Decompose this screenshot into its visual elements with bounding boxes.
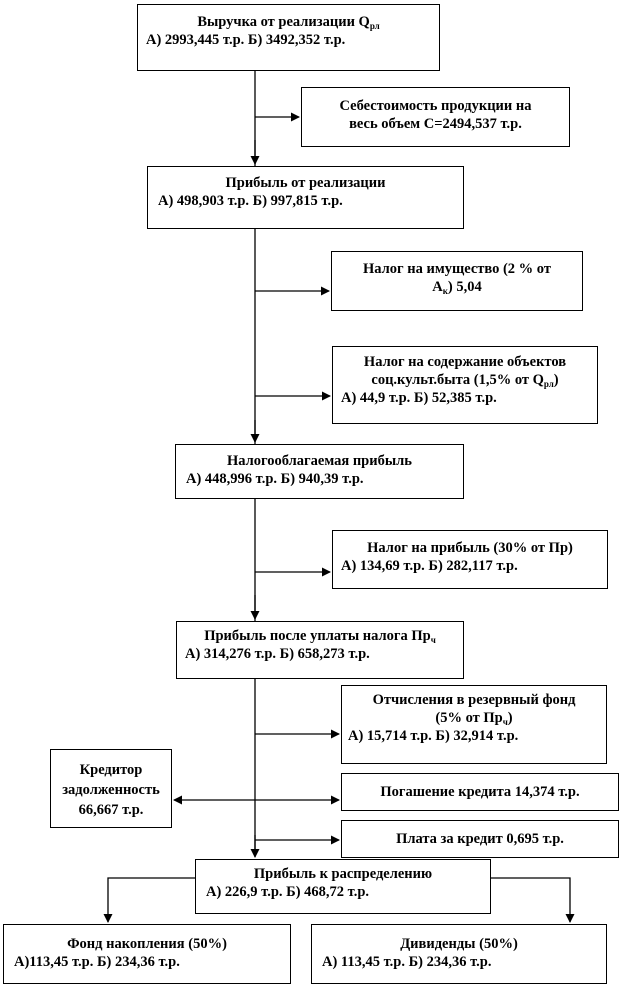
sales-profit-title: Прибыль от реализации (225, 175, 386, 191)
sales-profit-box (147, 166, 464, 229)
reserve-fund-values: А) 15,714 т.р. Б) 32,914 т.р. (348, 728, 519, 744)
reserve-fund-box (341, 685, 607, 764)
dividends-values: А) 113,45 т.р. Б) 234,36 т.р. (322, 954, 492, 970)
social-tax-box (332, 346, 598, 424)
accumulation-fund-title: Фонд накопления (50%) (67, 936, 227, 952)
property-tax-line1: Налог на имущество (2 % от (363, 261, 551, 277)
loan-repayment-box (341, 773, 619, 811)
reserve-fund-line2-sub: ч (502, 717, 508, 727)
revenue-title: Выручка от реализации Q (197, 14, 370, 30)
taxable-profit-title: Налогооблагаемая прибыль (227, 453, 412, 469)
dividends-box (311, 924, 607, 984)
reserve-fund-line1: Отчисления в резервный фонд (372, 692, 576, 708)
creditor-box (50, 749, 172, 828)
accumulation-fund-values: А)113,45 т.р. Б) 234,36 т.р. (14, 954, 180, 970)
social-tax-line2-a: соц.культ.быта (1,5% от Q (371, 372, 544, 388)
after-tax-profit-title-sub: ч (430, 635, 436, 645)
sales-profit-values: А) 498,903 т.р. Б) 997,815 т.р. (158, 193, 343, 209)
revenue-values: А) 2993,445 т.р. Б) 3492,352 т.р. (146, 32, 346, 48)
profit-tax-title: Налог на прибыль (30% от Пр) (367, 540, 573, 556)
split-right-line (491, 878, 570, 922)
distribution-box (195, 859, 491, 914)
property-tax-box (331, 251, 583, 311)
property-tax-line2-sub: к (442, 286, 448, 296)
creditor-line1: Кредитор (79, 762, 143, 778)
social-tax-values: А) 44,9 т.р. Б) 52,385 т.р. (341, 390, 497, 406)
cost-line2: весь объем С=2494,537 т.р. (349, 116, 522, 132)
loan-repayment-title: Погашение кредита 14,374 т.р. (380, 784, 580, 800)
revenue-box (137, 4, 440, 71)
social-tax-line2-sub: рл (543, 379, 554, 389)
after-tax-profit-values: А) 314,276 т.р. Б) 658,273 т.р. (185, 646, 370, 662)
reserve-fund-line2-b: ) (507, 710, 513, 726)
profit-tax-box (332, 530, 608, 589)
accumulation-fund-box (3, 924, 291, 984)
social-tax-line1: Налог на содержание объектов (363, 354, 567, 370)
creditor-line3: 66,667 т.р. (78, 802, 144, 818)
after-tax-profit-title: Прибыль после уплаты налога Пр (204, 628, 431, 644)
split-left-line (108, 878, 195, 922)
revenue-title-sub: рл (369, 21, 380, 31)
dividends-title: Дивиденды (50%) (400, 936, 518, 952)
loan-fee-title: Плата за кредит 0,695 т.р. (396, 831, 564, 847)
cost-line1: Себестоимость продукции на (339, 98, 532, 114)
distribution-values: А) 226,9 т.р. Б) 468,72 т.р. (206, 884, 370, 900)
reserve-fund-line2-a: (5% от Пр (435, 710, 503, 726)
cost-box (301, 87, 570, 147)
distribution-title: Прибыль к распределению (253, 866, 433, 882)
taxable-profit-values: А) 448,996 т.р. Б) 940,39 т.р. (186, 471, 364, 487)
social-tax-line2-b: ) (553, 372, 559, 388)
creditor-line2: задолженность (62, 782, 160, 798)
after-tax-profit-box (176, 621, 464, 679)
property-tax-line2-a: А (432, 279, 443, 295)
property-tax-line2-b: ) 5,04 (447, 279, 482, 295)
loan-fee-box (341, 820, 619, 858)
taxable-profit-box (175, 444, 464, 499)
profit-tax-values: А) 134,69 т.р. Б) 282,117 т.р. (341, 558, 518, 574)
